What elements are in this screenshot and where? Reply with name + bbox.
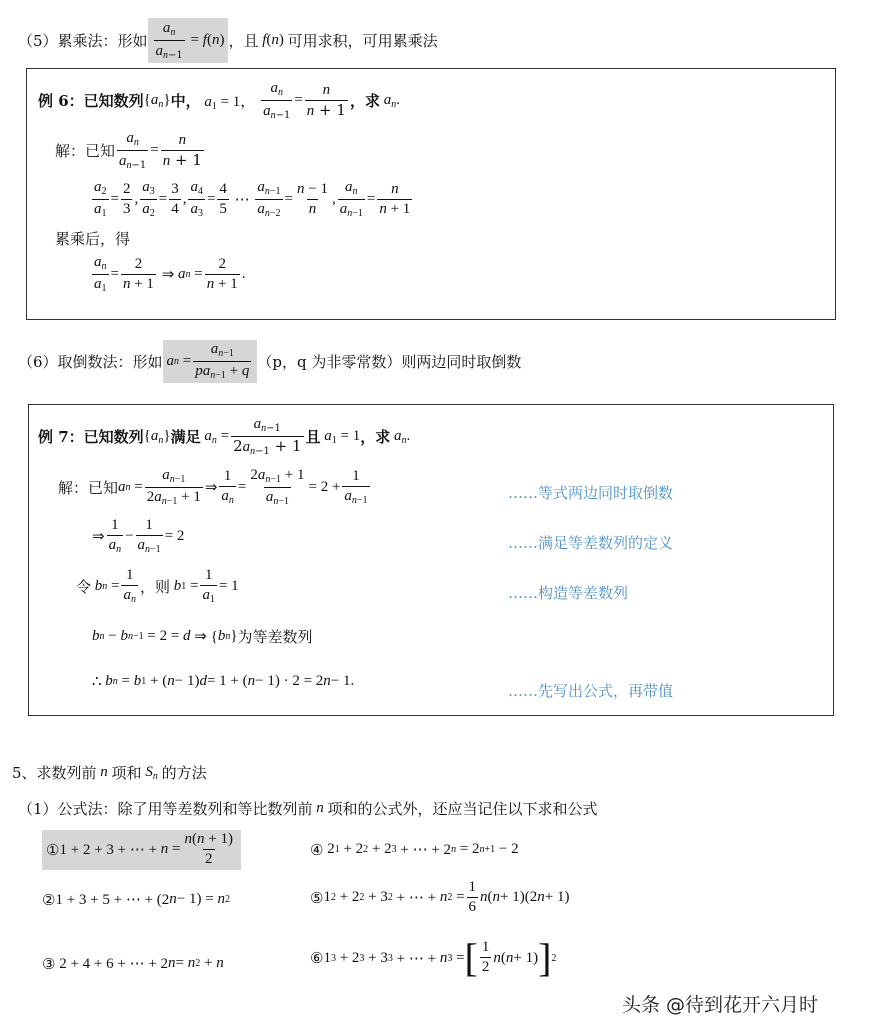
example-6-title: 例 6：已知数列 $\{a_n\}$ 中， $a_1 = 1$， $\frac{a_n}{a_{n-1}}$ = $\frac{n}{n + 1}$ ，求 $a_n$.	[38, 80, 400, 121]
sum-formula-4: ④ 2 1 + 2 2 + 2 3 + ⋯ + 2 n = 2 n+1 − 2	[310, 840, 519, 859]
section-6-label: （6）取倒数法：形如	[18, 353, 163, 371]
example-7-title: 例 7：已知数列 $\{a_n\}$ 满足 $a_n$ = $\frac{a_{n-1}}{2a_{n-1} + 1}$ 且 $a_1 = 1$ ，求 $a_n$.	[38, 416, 411, 457]
formula-ratio-condition: $\frac{a_n}{a_{n-1}}$ = f(n)	[148, 18, 229, 63]
note-take-reciprocal: ……等式两边同时取倒数	[508, 484, 674, 502]
example-7-arithmetic: b n − b n −1 = 2 = d ⇒ { b n } 为等差数列	[92, 628, 313, 646]
note-formula-then-substitute: ……先写出公式，再带值	[508, 682, 674, 700]
example-6-after-text: 累乘后，得	[55, 230, 131, 248]
sum-formula-1: ① 1 + 2 + 3 + ⋯ + n = $\frac{n(n + 1)}{2}$	[42, 830, 241, 870]
sum-formula-6: ⑥ 1 3 + 2 3 + 3 3 + ⋯ + n 3 = [ $\frac{1}{2}$ n ( n + 1) ] 2	[310, 935, 557, 980]
sum-formula-2: ② 1 + 3 + 5 + ⋯ + (2 n − 1) = n 2	[42, 890, 230, 909]
example-7-general-term: ∴ b n = b 1 + ( n − 1) d = 1 + ( n − 1) · 2 = 2 n − 1.	[92, 673, 355, 690]
example-6-ratio-chain: $\frac{a_2}{a_1}$ = $\frac{2}{3}$ , $\frac{a_3}{a_2}$ = $\frac{3}{4}$ , $\frac{a_4}{a_3}$ = $\frac{4}{5}$ ⋯ $\frac{a_{n-1}}{a_{n-2}}$ = $\frac{n - 1}{n}$ , $\frac{a_n}{a_{n-1}}$ = $\frac{n}{n + 1}$	[94, 179, 411, 219]
note-construct-sequence: ……构造等差数列	[508, 584, 629, 602]
formula-reciprocal-form: a n = $\frac{a_{n-1}}{pa_{n-1} + q}$	[163, 340, 258, 383]
section-6-tail: （p，q 为非零常数）则两边同时取倒数	[257, 353, 522, 371]
section-5-heading: （5）累乘法：形如 $\frac{a_n}{a_{n-1}}$ = f(n) ，且 f(n) 可用求积，可用累乘法	[18, 18, 438, 63]
formula-method-heading: （1）公式法：除了用等差数列和等比数列前 n 项和的公式外，还应当记住以下求和公式	[18, 800, 598, 818]
sum-formula-5: ⑤ 1 2 + 2 2 + 3 2 + ⋯ + n 2 = $\frac{1}{6}$ n ( n + 1)(2 n + 1)	[310, 879, 570, 915]
example-7-solution-line1: 解：已知 a n = $\frac{a_{n-1}}{2a_{n-1} + 1}$ ⇒ $\frac{1}{a_n}$ = $\frac{2a_{n-1} + 1}{a_{n-1}}$ = 2 + $\frac{1}{a_{n-1}}$	[58, 467, 368, 507]
sum-formula-3: ③ 2 + 4 + 6 + ⋯ + 2 n = n 2 + n	[42, 954, 224, 973]
example-6-solution-line1: 解：已知 $\frac{a_n}{a_{n-1}}$ = $\frac{n}{n + 1}$	[55, 130, 202, 171]
example-7-substitution: 令 b n = $\frac{1}{a_n}$ ，则 b 1 = $\frac{1}{a_1}$ = 1	[76, 567, 239, 605]
example-6-result: $\frac{a_n}{a_1}$ = $\frac{2}{n + 1}$ ⇒ a n = $\frac{2}{n + 1}$ .	[94, 254, 246, 294]
watermark-text: 头条 @待到花开六月时	[622, 994, 819, 1016]
example-7-difference: ⇒ $\frac{1}{a_n}$ − $\frac{1}{a_{n-1}}$ = 2	[92, 517, 185, 555]
section-5-tail: 可用求积，可用累乘法	[287, 32, 438, 50]
sum-methods-title: 5、求数列前 n 项和 $S_n$ 的方法	[12, 763, 207, 782]
section-5-mid: ，且	[228, 32, 259, 50]
note-arithmetic-definition: ……满足等差数列的定义	[508, 534, 674, 552]
section-5-label: （5）累乘法：形如	[18, 32, 148, 50]
section-6-heading	[18, 340, 521, 383]
